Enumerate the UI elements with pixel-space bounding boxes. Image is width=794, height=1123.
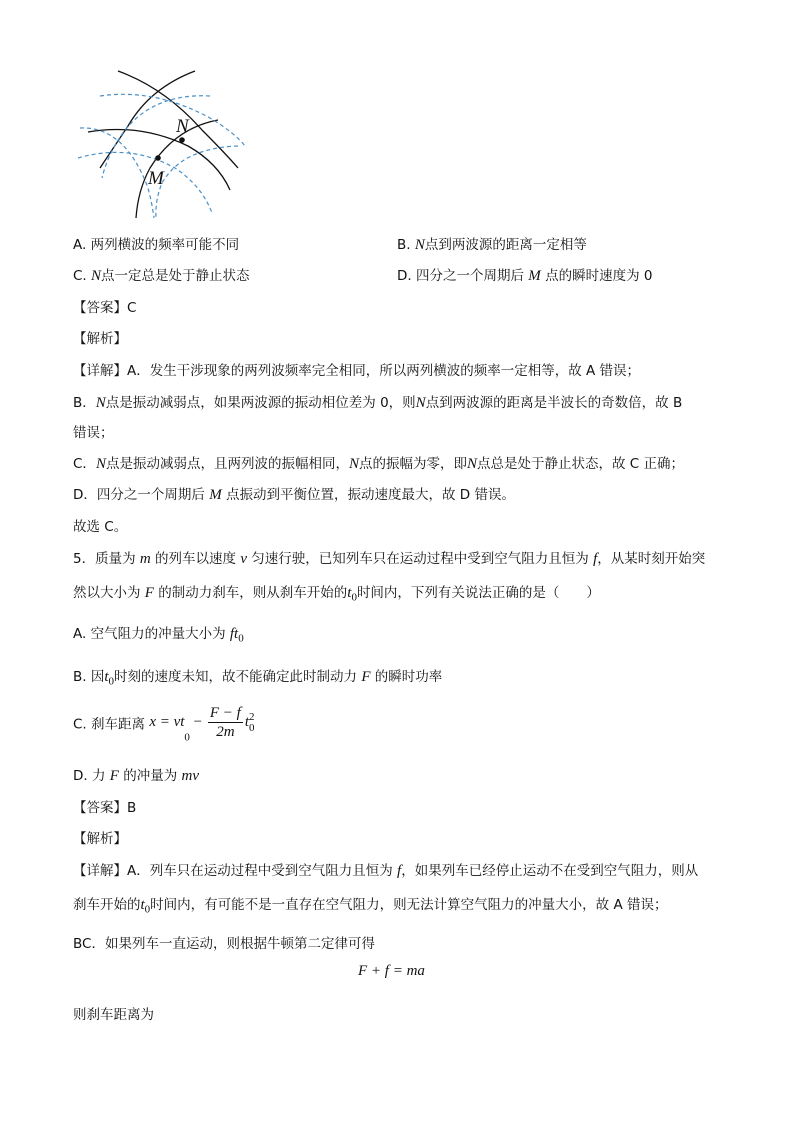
q5-detail-a2-sub: 0 <box>144 903 151 916</box>
q5-option-a-math: ft <box>229 626 239 642</box>
q5-detail-a2-t: t <box>140 897 145 913</box>
q5-detail-a-line2 <box>73 893 668 916</box>
q4-option-c <box>73 264 250 285</box>
q5-option-c-sub: 0 <box>184 731 190 744</box>
q5-option-b-post: 的瞬时功率 <box>370 669 443 685</box>
q5-option-a <box>73 622 244 645</box>
q5-detail-a2-post: 时间内，有可能不是一直存在空气阻力，则无法计算空气阻力的冲量大小，故 A 错误； <box>150 897 668 913</box>
q4-option-c-var: N <box>91 268 102 284</box>
point-n <box>179 137 185 143</box>
q5-option-c-prefix: C. 刹车距离 <box>73 716 150 733</box>
q5-option-c-t-sub: 0 <box>249 721 255 734</box>
q4-option-b-text: 点到两波源的距离一定相等 <box>424 237 587 253</box>
dashed-arc-2 <box>78 152 212 213</box>
q5-stem2-F: F <box>144 585 154 601</box>
q5-stem2-mid: 的制动力刹车，则从刹车开始的 <box>153 585 348 601</box>
q5-option-d-mid: 的冲量为 <box>118 768 182 784</box>
q5-option-d-mv: mv <box>181 768 200 784</box>
q4-detail-b-var1: N <box>95 395 106 411</box>
q5-option-c-t: t <box>244 714 250 730</box>
q4-option-c-text: 点一定总是处于静止状态 <box>101 268 250 284</box>
q5-option-c-t-sup: 2 <box>249 710 255 723</box>
point-m <box>155 155 161 161</box>
q4-detail-c-var2: N <box>348 456 359 472</box>
q4-detail-c-prefix: C． <box>73 456 96 472</box>
dashed-arc-1 <box>100 94 245 146</box>
q5-stem2-prefix: 然以大小为 <box>73 585 145 601</box>
q5-option-a-sub: 0 <box>238 632 244 645</box>
q5-analysis-heading: 【解析】 <box>73 831 127 847</box>
q5-stem1-mid: 的列车以速度 <box>150 551 241 567</box>
q4-detail-d-prefix: D．四分之一个周期后 <box>73 487 210 503</box>
q4-detail-d-var: M <box>209 487 222 503</box>
q5-option-b-sub: 0 <box>108 675 115 688</box>
q4-option-b-prefix: B. <box>397 237 415 253</box>
q5-option-b <box>73 665 442 688</box>
q5-option-b-prefix: B. 因 <box>73 669 105 685</box>
q5-stem1-f: f <box>593 551 598 567</box>
q5-option-c-fraction <box>208 704 243 741</box>
q5-option-b-mid: 时刻的速度未知，故不能确定此时制动力 <box>114 669 362 685</box>
dashed-wavefronts <box>78 94 245 218</box>
q5-option-d-F: F <box>109 768 119 784</box>
q4-detail-c-mid2: 点的振幅为零，即 <box>358 456 467 472</box>
q5-stem1-prefix: 5．质量为 <box>73 551 140 567</box>
q4-detail-b-mid: 点是振动减弱点，如果两波源的振动相位差为 0，则 <box>105 395 416 411</box>
q5-equation: F + f = ma <box>358 963 425 979</box>
q4-detail-a: 【详解】A．发生干涉现象的两列波频率完全相同，所以两列横波的频率一定相等，故 A 错误； <box>73 363 641 379</box>
q4-detail-c-mid: 点是振动减弱点，且两列波的振幅相同， <box>105 456 349 472</box>
q5-last-line: 则刹车距离为 <box>73 1007 154 1023</box>
q4-detail-c-post: 点总是处于静止状态，故 C 正确； <box>476 456 684 472</box>
q4-option-d-prefix: D. 四分之一个周期后 <box>397 268 529 284</box>
q4-detail-b-post: 点到两波源的距离是半波长的奇数倍，故 B <box>425 395 683 411</box>
q5-stem1-post: ，从某时刻开始突 <box>597 551 706 567</box>
wave-interference-figure <box>70 68 250 220</box>
q5-stem2-t-sub: 0 <box>351 591 357 604</box>
q5-detail-a1-post: ，如果列车已经停止运动不在受到空气阻力，则从 <box>401 863 699 879</box>
q5-stem1-v: v <box>240 551 247 567</box>
q4-option-c-prefix: C. <box>73 268 92 284</box>
solid-wavefronts <box>88 71 238 218</box>
q4-conclusion: 故选 C。 <box>73 519 128 535</box>
q5-stem1-mid2: 匀速行驶，已知列车只在运动过程中受到空气阻力且恒为 <box>247 551 594 567</box>
q5-answer: 【答案】B <box>73 800 137 816</box>
q5-detail-a-line1 <box>73 859 698 880</box>
q5-option-b-t: t <box>104 669 109 685</box>
dashed-arc-3 <box>102 96 210 178</box>
q5-detail-a1-f: f <box>397 863 402 879</box>
q5-option-c-numerator: F − f <box>209 705 241 721</box>
q5-stem-line1 <box>73 547 705 568</box>
q4-option-d-text: 点的瞬时速度为 0 <box>540 268 653 284</box>
q5-option-d-prefix: D. 力 <box>73 768 110 784</box>
q4-detail-c <box>73 452 684 473</box>
q4-detail-d-post: 点振动到平衡位置，振动速度最大，故 D 错误。 <box>221 487 515 503</box>
q4-detail-b-var2: N <box>415 395 426 411</box>
q5-stem2-post: 时间内，下列有关说法正确的是（ ） <box>356 585 600 601</box>
q4-detail-b-line2: 错误； <box>73 425 114 441</box>
q4-analysis-heading: 【解析】 <box>73 331 127 347</box>
q4-detail-c-var1: N <box>95 456 106 472</box>
q5-option-c-lhs: x = vt <box>149 714 185 730</box>
q4-answer: 【答案】C <box>73 300 137 316</box>
q5-detail-a1-prefix: 【详解】A．列车只在运动过程中受到空气阻力且恒为 <box>73 863 398 879</box>
q5-option-c-denominator: 2m <box>216 724 235 740</box>
q5-detail-a2-prefix: 刹车开始的 <box>73 897 141 913</box>
q5-option-d <box>73 764 199 785</box>
q4-detail-b-line1 <box>73 391 682 412</box>
q5-detail-bc: BC．如果列车一直运动，则根据牛顿第二定律可得 <box>73 936 375 952</box>
q4-option-b-var: N <box>414 237 425 253</box>
q5-stem1-m: m <box>139 551 151 567</box>
q5-stem2-t: t <box>347 585 352 601</box>
q5-option-c-minus: − <box>189 714 206 730</box>
q5-option-a-text: A. 空气阻力的冲量大小为 <box>73 626 230 642</box>
q4-option-a: A. 两列横波的频率可能不同 <box>73 237 240 253</box>
label-n: N <box>176 116 189 137</box>
q4-detail-d <box>73 483 515 504</box>
q4-option-d <box>397 264 652 285</box>
q4-detail-c-var3: N <box>466 456 477 472</box>
q4-detail-b-prefix: B． <box>73 395 96 411</box>
q5-option-c <box>73 704 255 744</box>
q5-stem-line2 <box>73 581 600 604</box>
q4-option-d-var: M <box>528 268 541 284</box>
q5-option-b-F: F <box>361 669 371 685</box>
q4-option-b <box>397 233 587 254</box>
label-m: M <box>148 168 164 189</box>
